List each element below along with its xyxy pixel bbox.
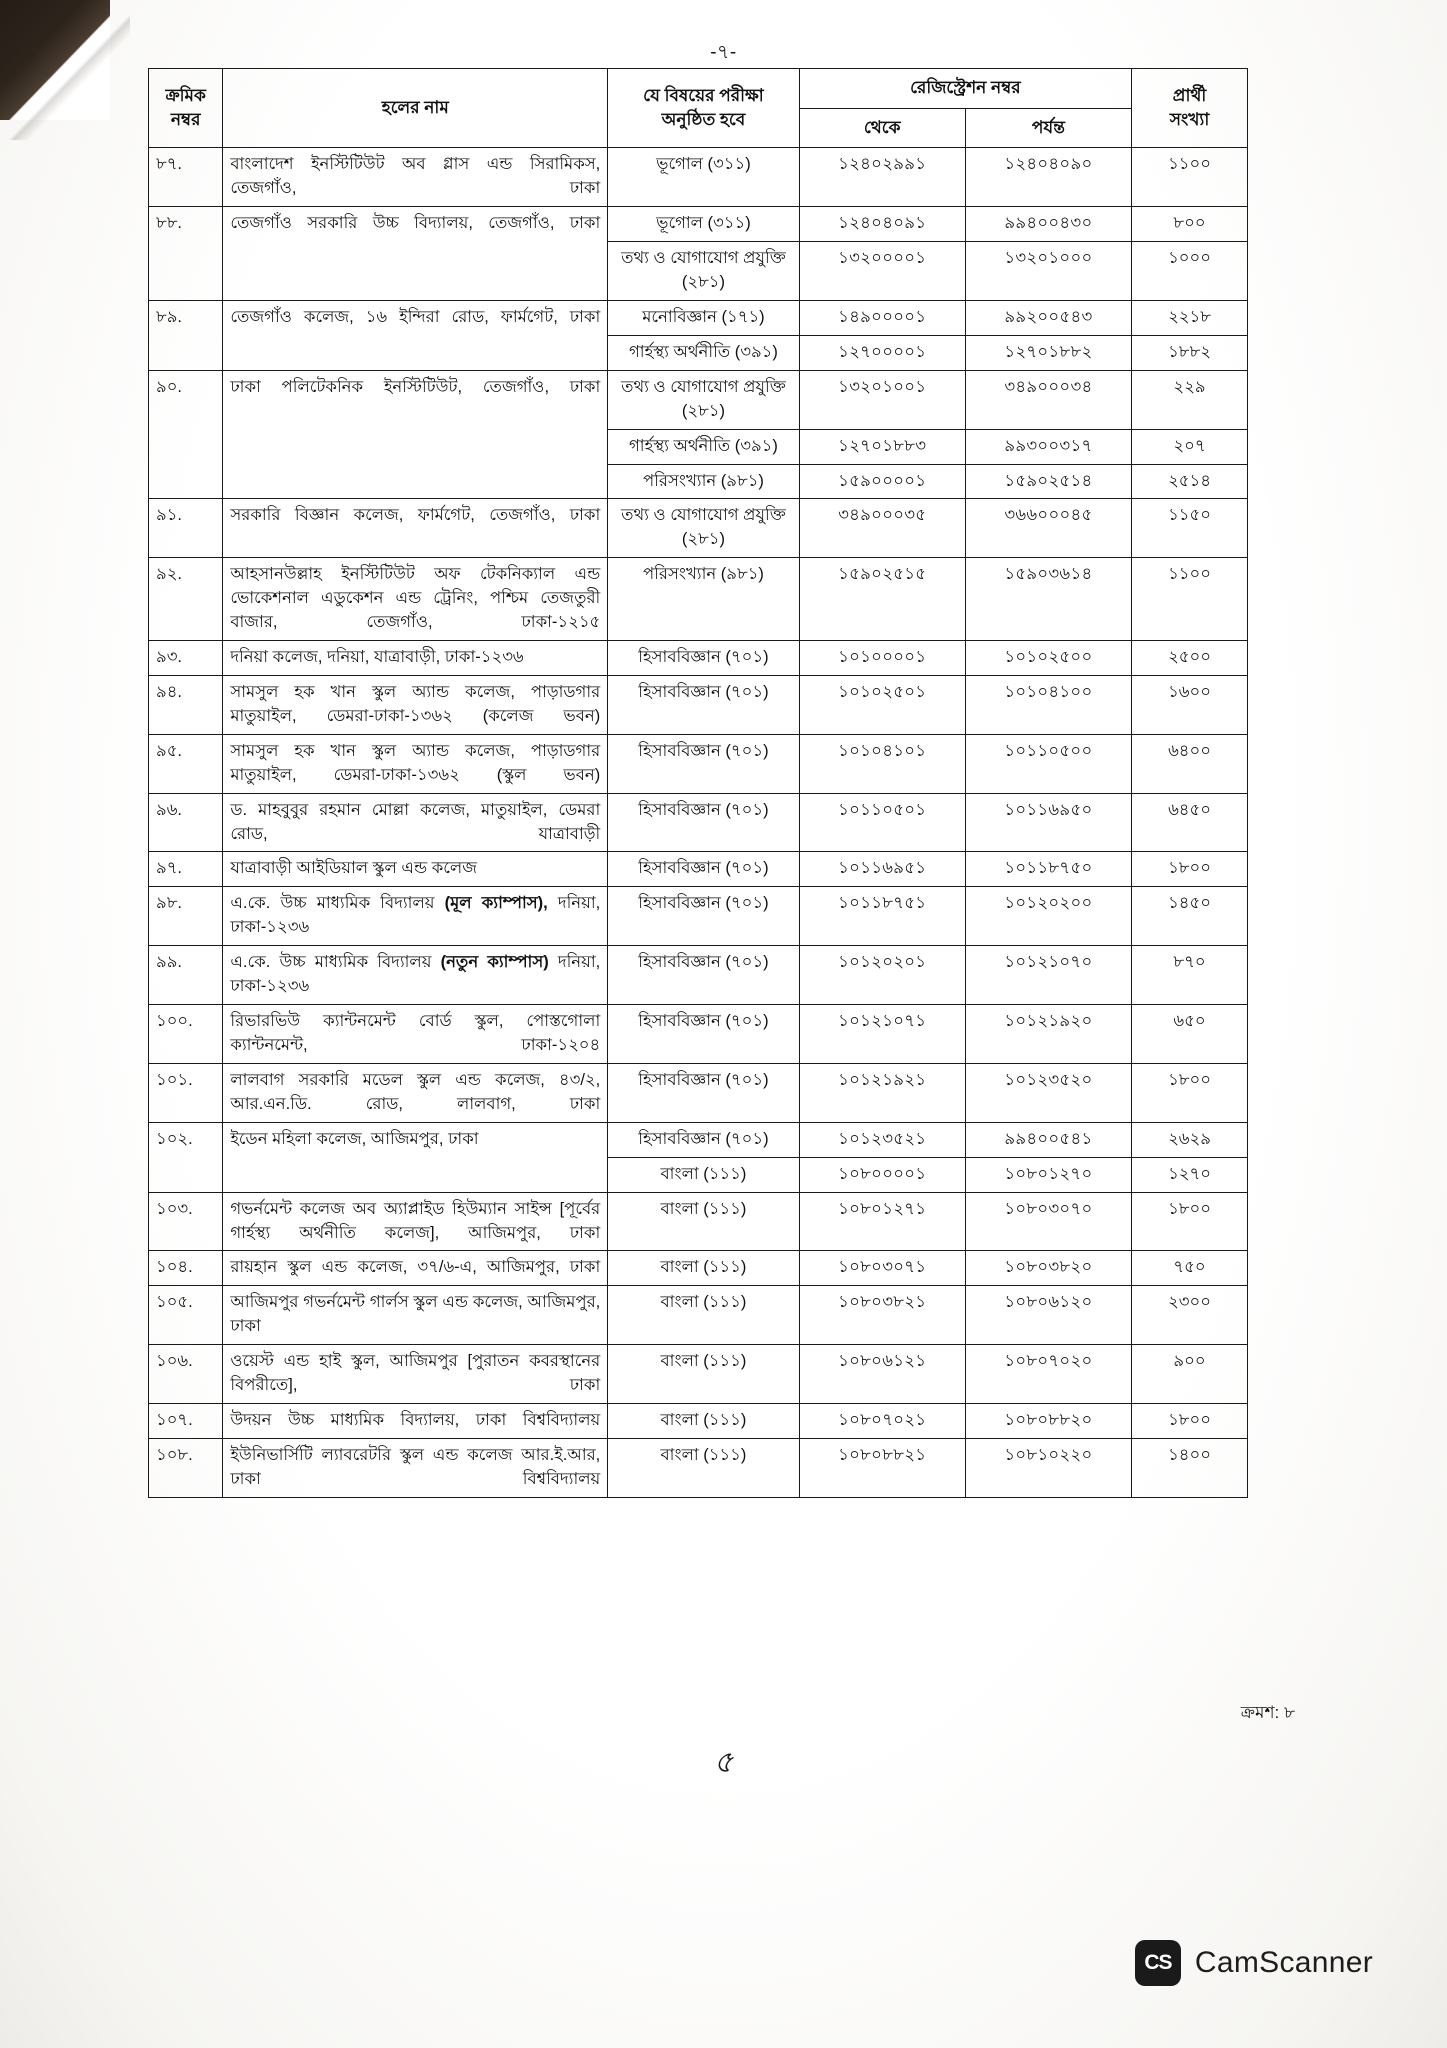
cell-candidate-count: ১২৭০ [1132,1157,1248,1192]
cell-subject: হিসাববিজ্ঞান (৭০১) [608,1063,799,1122]
cell-subject: হিসাববিজ্ঞান (৭০১) [608,852,799,887]
cell-hall-name: বাংলাদেশ ইনস্টিটিউট অব গ্লাস এন্ড সিরামিকস, তেজগাঁও, ঢাকা [223,148,608,207]
cell-serial: ১০০. [149,1005,223,1064]
table-row [149,1439,1248,1498]
camscanner-logo-icon: CS [1135,1940,1181,1986]
table-row [149,1192,1248,1251]
cell-hall-name: সরকারি বিজ্ঞান কলেজ, ফার্মগেট, তেজগাঁও, ঢাকা [223,499,608,558]
cell-candidate-count: ১০০০ [1132,242,1248,301]
cell-hall-name: সামসুল হক খান স্কুল অ্যান্ড কলেজ, পাড়াডগার মাতুয়াইল, ডেমরা-ঢাকা-১৩৬২ (স্কুল ভবন) [223,734,608,793]
cell-subject: গার্হস্থ্য অর্থনীতি (৩৯১) [608,335,799,370]
cell-serial: ৯৯. [149,946,223,1005]
cell-subject: বাংলা (১১১) [608,1439,799,1498]
cell-hall-name: রিভারভিউ ক্যান্টনমেন্ট বোর্ড স্কুল, পোস্তগোলা ক্যান্টনমেন্ট, ঢাকা-১২০৪ [223,1005,608,1064]
cell-registration-from: ১০৮০৬১২১ [799,1345,965,1404]
table-row [149,370,1248,429]
col-header-candidate-line1: প্রার্থী [1172,85,1207,105]
cell-subject: পরিসংখ্যান (৯৮১) [608,464,799,499]
hall-name-segment: দনিয়া, ঢাকা-১২৩৬ [230,953,601,996]
table-row [149,1251,1248,1286]
cell-subject: হিসাববিজ্ঞান (৭০১) [608,734,799,793]
camscanner-watermark [1135,1940,1373,1986]
cell-registration-to: ১০১১৬৯৫০ [965,793,1131,852]
cell-candidate-count: ১৮০০ [1132,852,1248,887]
col-header-subject-line1: যে বিষয়ের পরীক্ষা [643,85,764,105]
table-row [149,1286,1248,1345]
hall-name-segment: (মূল ক্যাম্পাস), [444,894,548,913]
cell-registration-to: ১০১২০২০০ [965,887,1131,946]
cell-hall-name: দনিয়া কলেজ, দনিয়া, যাত্রাবাড়ী, ঢাকা-১২৩৬ [223,641,608,676]
cell-registration-from: ১০১০০০০১ [799,641,965,676]
cell-subject: হিসাববিজ্ঞান (৭০১) [608,1122,799,1157]
cell-subject: গার্হস্থ্য অর্থনীতি (৩৯১) [608,429,799,464]
hall-name-segment: (নতুন ক্যাম্পাস) [440,953,549,972]
cell-registration-to: ১০৮১০২২০ [965,1439,1131,1498]
camscanner-label: CamScanner [1194,1946,1373,1979]
cell-subject: হিসাববিজ্ঞান (৭০১) [608,641,799,676]
cell-registration-to: ১০১২১৯২০ [965,1005,1131,1064]
col-header-to: পর্যন্ত [965,108,1131,148]
cell-subject: বাংলা (১১১) [608,1345,799,1404]
col-header-serial-line1: ক্রমিক [165,85,206,105]
cell-candidate-count: ১৮০০ [1132,1063,1248,1122]
table-row [149,641,1248,676]
table-body [149,148,1248,1498]
cell-serial: ৯১. [149,499,223,558]
cell-hall-name: যাত্রাবাড়ী আইডিয়াল স্কুল এন্ড কলেজ [223,852,608,887]
cell-candidate-count: ১১৫০ [1132,499,1248,558]
cell-hall-name: সামসুল হক খান স্কুল অ্যান্ড কলেজ, পাড়াডগার মাতুয়াইল, ডেমরা-ঢাকা-১৩৬২ (কলেজ ভবন) [223,675,608,734]
cell-registration-from: ১০১২১৯২১ [799,1063,965,1122]
cell-serial: ৮৯. [149,300,223,370]
cell-candidate-count: ৮০০ [1132,207,1248,242]
table-row [149,1404,1248,1439]
cell-registration-to: ১০৮০৬১২০ [965,1286,1131,1345]
cell-hall-name: লালবাগ সরকারি মডেল স্কুল এন্ড কলেজ, ৪৩/২, আর.এন.ডি. রোড, লালবাগ, ঢাকা [223,1063,608,1122]
cell-registration-to: ১০৮০১২৭০ [965,1157,1131,1192]
cell-serial: ১০২. [149,1122,223,1192]
cell-registration-to: ৯৯২০০৫৪৩ [965,300,1131,335]
cell-hall-name: ওয়েস্ট এন্ড হাই স্কুল, আজিমপুর [পুরাতন কবরস্থানের বিপরীতে], ঢাকা [223,1345,608,1404]
cell-hall-name: রায়হান স্কুল এন্ড কলেজ, ৩৭/৬-এ, আজিমপুর, ঢাকা [223,1251,608,1286]
cell-registration-from: ১০১০৪১০১ [799,734,965,793]
cell-registration-from: ১০১২০২০১ [799,946,965,1005]
cell-registration-from: ১০১২১০৭১ [799,1005,965,1064]
cell-hall-name: তেজগাঁও কলেজ, ১৬ ইন্দিরা রোড, ফার্মগেট, ঢাকা [223,300,608,370]
cell-subject: মনোবিজ্ঞান (১৭১) [608,300,799,335]
cell-subject: বাংলা (১১১) [608,1404,799,1439]
cell-candidate-count: ১১০০ [1132,148,1248,207]
col-header-from: থেকে [799,108,965,148]
cell-registration-from: ১০৮০৮৮২১ [799,1439,965,1498]
col-header-serial-line2: নম্বর [170,110,201,130]
cell-candidate-count: ২৫০০ [1132,641,1248,676]
cell-registration-to: ১৫৯০২৫১৪ [965,464,1131,499]
cell-registration-from: ১৩২০১০০১ [799,370,965,429]
cell-hall-name: ড. মাহবুবুর রহমান মোল্লা কলেজ, মাতুয়াইল, ডেমরা রোড, যাত্রাবাড়ী [223,793,608,852]
cell-subject: বাংলা (১১১) [608,1286,799,1345]
cell-registration-from: ১০৮০০০০১ [799,1157,965,1192]
cell-hall-name [223,946,608,1005]
col-header-subject-line2: অনুষ্ঠিত হবে [661,110,746,130]
cell-registration-from: ১৪৯০০০০১ [799,300,965,335]
col-header-registration: রেজিস্ট্রেশন নম্বর [799,69,1131,109]
cell-registration-to: ১০১১৮৭৫০ [965,852,1131,887]
cell-hall-name: ঢাকা পলিটেকনিক ইনস্টিটিউট, তেজগাঁও, ঢাকা [223,370,608,499]
cell-registration-from: ১২৪০২৯৯১ [799,148,965,207]
cell-candidate-count: ৬৪৫০ [1132,793,1248,852]
col-header-hall-name: হলের নাম [223,69,608,148]
cell-registration-to: ৯৯৪০০৫৪১ [965,1122,1131,1157]
cell-serial: ১০৬. [149,1345,223,1404]
cell-registration-from: ১০৮০১২৭১ [799,1192,965,1251]
table-row [149,148,1248,207]
cell-serial: ১০৪. [149,1251,223,1286]
cell-registration-to: ১০৮০৮৮২০ [965,1404,1131,1439]
cell-registration-to: ৯৯৩০০৩১৭ [965,429,1131,464]
table-row [149,946,1248,1005]
cell-serial: ১০৮. [149,1439,223,1498]
cell-registration-to: ১০১১০৫০০ [965,734,1131,793]
cell-subject: পরিসংখ্যান (৯৮১) [608,558,799,641]
cell-candidate-count: ১৪৫০ [1132,887,1248,946]
cell-candidate-count: ২২১৮ [1132,300,1248,335]
table-row [149,852,1248,887]
cell-registration-to: ৯৯৪০০৪৩০ [965,207,1131,242]
cell-serial: ১০৫. [149,1286,223,1345]
cell-registration-to: ১৫৯০৩৬১৪ [965,558,1131,641]
cell-registration-to: ১০১২১০৭০ [965,946,1131,1005]
cell-candidate-count: ৮৭০ [1132,946,1248,1005]
table-row [149,300,1248,335]
cell-candidate-count: ২৬২৯ [1132,1122,1248,1157]
cell-serial: ৯২. [149,558,223,641]
table-row [149,558,1248,641]
hall-name-segment: দনিয়া, ঢাকা-১২৩৬ [230,894,601,937]
cell-candidate-count: ২০৭ [1132,429,1248,464]
cell-registration-to: ১০১০৪১০০ [965,675,1131,734]
cell-candidate-count: ২৩০০ [1132,1286,1248,1345]
col-header-candidate-count [1132,69,1248,148]
cell-registration-from: ৩৪৯০০০৩৫ [799,499,965,558]
table-row [149,793,1248,852]
page-number: -৭- [710,42,737,63]
table-row [149,675,1248,734]
page-bottom-glyph: ৫ [713,1746,734,1779]
cell-subject: হিসাববিজ্ঞান (৭০১) [608,1005,799,1064]
cell-serial: ৮৮. [149,207,223,301]
cell-candidate-count: ৬৫০ [1132,1005,1248,1064]
cell-registration-to: ৩৪৯০০০৩৪ [965,370,1131,429]
cell-subject: তথ্য ও যোগাযোগ প্রযুক্তি (২৮১) [608,370,799,429]
cell-serial: ৯০. [149,370,223,499]
table-row [149,207,1248,242]
cell-hall-name: তেজগাঁও সরকারি উচ্চ বিদ্যালয়, তেজগাঁও, ঢাকা [223,207,608,301]
cell-serial: ৯৩. [149,641,223,676]
cell-candidate-count: ১৬০০ [1132,675,1248,734]
cell-registration-from: ১৩২০০০০১ [799,242,965,301]
cell-serial: ১০১. [149,1063,223,1122]
table-row [149,734,1248,793]
cell-registration-from: ১০১১০৫০১ [799,793,965,852]
table-header [149,69,1248,148]
cell-registration-from: ১০৮০৩৮২১ [799,1286,965,1345]
cell-registration-to: ১০৮০৭০২০ [965,1345,1131,1404]
cell-subject: বাংলা (১১১) [608,1192,799,1251]
col-header-serial [149,69,223,148]
cell-serial: ৯৪. [149,675,223,734]
cell-registration-from: ১০১১৬৯৫১ [799,852,965,887]
cell-registration-from: ১০১০২৫০১ [799,675,965,734]
cell-subject: হিসাববিজ্ঞান (৭০১) [608,675,799,734]
cell-serial: ১০৭. [149,1404,223,1439]
cell-registration-from: ১২৭০০০০১ [799,335,965,370]
cell-registration-to: ১০১২৩৫২০ [965,1063,1131,1122]
cell-registration-from: ১০১২৩৫২১ [799,1122,965,1157]
cell-registration-to: ১৩২০১০০০ [965,242,1131,301]
cell-serial: ১০৩. [149,1192,223,1251]
cell-hall-name: আজিমপুর গভর্নমেন্ট গার্লস স্কুল এন্ড কলেজ, আজিমপুর, ঢাকা [223,1286,608,1345]
cell-candidate-count: ৬৪০০ [1132,734,1248,793]
cell-subject: তথ্য ও যোগাযোগ প্রযুক্তি (২৮১) [608,242,799,301]
cell-subject: ভূগোল (৩১১) [608,207,799,242]
cell-candidate-count: ২৫১৪ [1132,464,1248,499]
cell-candidate-count: ১৮০০ [1132,1404,1248,1439]
hall-name-segment: এ.কে. উচ্চ মাধ্যমিক বিদ্যালয় [230,894,445,913]
exam-hall-registration-table [148,68,1248,1498]
cell-candidate-count: ৭৫০ [1132,1251,1248,1286]
cell-candidate-count: ১৪০০ [1132,1439,1248,1498]
cell-candidate-count: ১৮৮২ [1132,335,1248,370]
cell-candidate-count: ১৮০০ [1132,1192,1248,1251]
cell-candidate-count: ১১০০ [1132,558,1248,641]
cell-registration-to: ১০১০২৫০০ [965,641,1131,676]
col-header-subject [608,69,799,148]
table-row [149,499,1248,558]
cell-serial: ৯৬. [149,793,223,852]
cell-subject: বাংলা (১১১) [608,1157,799,1192]
cell-registration-to: ১২৭০১৮৮২ [965,335,1131,370]
cell-registration-from: ১০৮০৩০৭১ [799,1251,965,1286]
cell-candidate-count: ২২৯ [1132,370,1248,429]
cell-serial: ৯৭. [149,852,223,887]
continuation-note: ক্রমশ: ৮ [1240,1703,1295,1722]
cell-subject: ভূগোল (৩১১) [608,148,799,207]
cell-serial: ৯৫. [149,734,223,793]
cell-registration-to: ১২৪০৪০৯০ [965,148,1131,207]
cell-hall-name: উদয়ন উচ্চ মাধ্যমিক বিদ্যালয়, ঢাকা বিশ্ববিদ্যালয় [223,1404,608,1439]
cell-subject: হিসাববিজ্ঞান (৭০১) [608,887,799,946]
cell-subject: তথ্য ও যোগাযোগ প্রযুক্তি (২৮১) [608,499,799,558]
cell-subject: বাংলা (১১১) [608,1251,799,1286]
cell-registration-from: ১৫৯০০০০১ [799,464,965,499]
cell-hall-name: আহসানউল্লাহ ইনস্টিটিউট অফ টেকনিক্যাল এন্ড ভোকেশনাল এডুকেশন এন্ড ট্রেনিং, পশ্চিম তেজতুরী বাজার, তেজগাঁও, ঢাকা-১২১৫ [223,558,608,641]
cell-subject: হিসাববিজ্ঞান (৭০১) [608,793,799,852]
cell-hall-name: ইডেন মহিলা কলেজ, আজিমপুর, ঢাকা [223,1122,608,1192]
table-row [149,1122,1248,1157]
cell-registration-from: ১০১১৮৭৫১ [799,887,965,946]
cell-registration-from: ১৫৯০২৫১৫ [799,558,965,641]
cell-candidate-count: ৯০০ [1132,1345,1248,1404]
cell-registration-to: ১০৮০৩০৭০ [965,1192,1131,1251]
cell-registration-to: ৩৬৬০০০৪৫ [965,499,1131,558]
cell-registration-to: ১০৮০৩৮২০ [965,1251,1131,1286]
hall-name-segment: এ.কে. উচ্চ মাধ্যমিক বিদ্যালয় [230,953,441,972]
cell-registration-from: ১২৭০১৮৮৩ [799,429,965,464]
cell-hall-name: গভর্নমেন্ট কলেজ অব অ্যাপ্লাইড হিউম্যান সাইন্স [পূর্বের গার্হস্থ্য অর্থনীতি কলেজ], আজিমপুর, ঢাকা [223,1192,608,1251]
cell-registration-from: ১২৪০৪০৯১ [799,207,965,242]
cell-serial: ৮৭. [149,148,223,207]
cell-hall-name [223,887,608,946]
cell-subject: হিসাববিজ্ঞান (৭০১) [608,946,799,1005]
table-row [149,1005,1248,1064]
cell-serial: ৯৮. [149,887,223,946]
table-row [149,1063,1248,1122]
cell-hall-name: ইউনিভার্সিটি ল্যাবরেটরি স্কুল এন্ড কলেজ আর.ই.আর, ঢাকা বিশ্ববিদ্যালয় [223,1439,608,1498]
col-header-candidate-line2: সংখ্যা [1169,110,1210,130]
table-row [149,1345,1248,1404]
table-row [149,887,1248,946]
cell-registration-from: ১০৮০৭০২১ [799,1404,965,1439]
